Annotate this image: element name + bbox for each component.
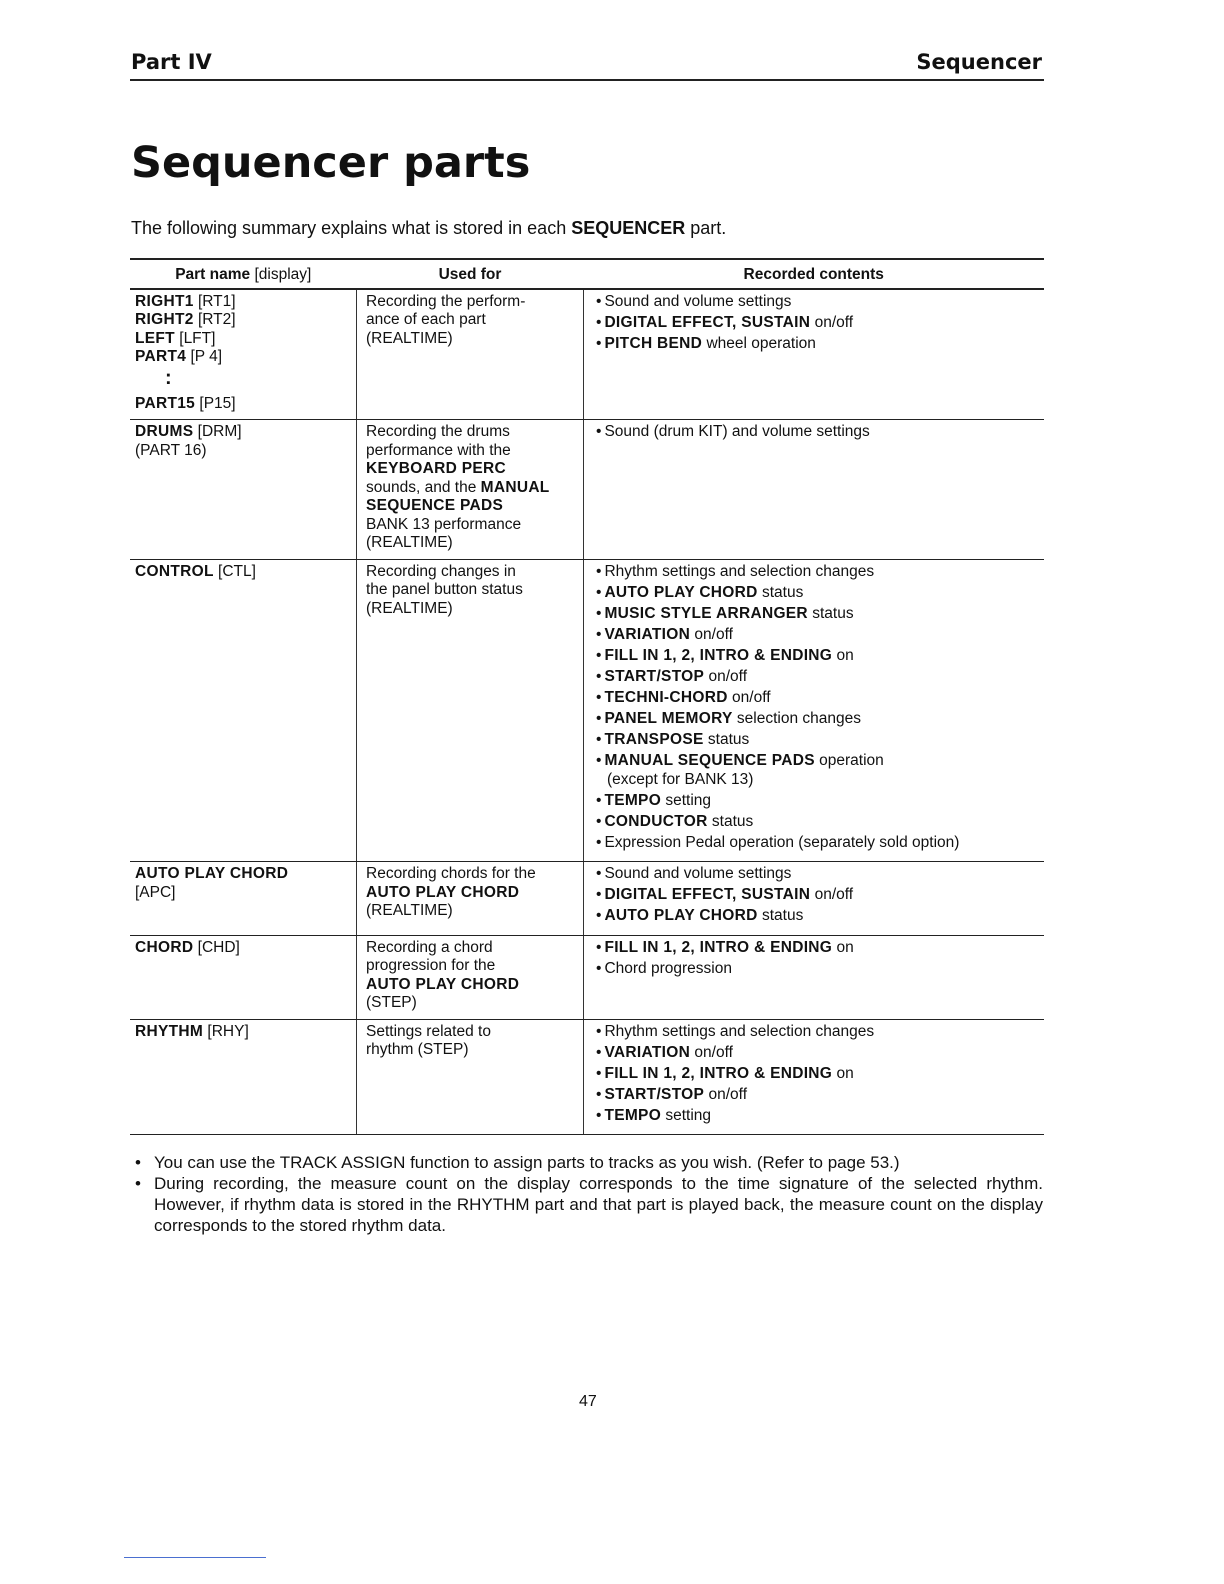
content-text: setting (661, 1106, 712, 1124)
part-name: RIGHT2 (135, 311, 194, 328)
part-display: [RT1] (193, 292, 236, 310)
bullet: • (596, 1043, 602, 1061)
content-item (596, 813, 1039, 832)
part-display: [RHY] (203, 1022, 249, 1040)
content-text: on/off (690, 1043, 733, 1061)
header-part-display: [display] (250, 266, 312, 283)
used-for-line: Recording changes in (366, 562, 516, 580)
part-display: [RT2] (193, 311, 236, 328)
part-name: AUTO PLAY CHORD (135, 865, 289, 883)
used-for-line: Settings related to (366, 1022, 491, 1040)
used-for-line: rhythm (STEP) (366, 1041, 469, 1058)
content-subline: (except for BANK 13) (607, 770, 754, 788)
footer-line (124, 1557, 266, 1558)
used-for-line: Recording chords for the (366, 865, 536, 883)
content-item (596, 731, 1039, 750)
bullet: • (596, 1085, 602, 1103)
content-text: on (832, 1064, 854, 1082)
content-item (596, 647, 1039, 666)
used-for-bold: MANUAL (480, 478, 550, 496)
table-row (130, 559, 1044, 862)
table-row (130, 862, 1044, 935)
content-text: Sound and volume settings (604, 292, 792, 310)
table-row (130, 935, 1044, 1019)
bullet: • (596, 907, 602, 925)
content-item (596, 668, 1039, 687)
used-for-line: Recording the perform- (366, 292, 526, 310)
content-item (596, 605, 1039, 624)
content-text: on/off (690, 625, 733, 643)
bullet: • (596, 1064, 602, 1082)
bullet: • (596, 562, 602, 580)
content-item (596, 1107, 1039, 1126)
part-display: [CTL] (213, 562, 256, 580)
part-name-cell (130, 559, 357, 862)
header-rule (130, 79, 1044, 81)
bullet: • (596, 938, 602, 956)
content-text: on (832, 938, 854, 956)
intro-bold: SEQUENCER (571, 218, 686, 238)
table-row (130, 1019, 1044, 1134)
page-number: 47 (579, 1393, 597, 1410)
header-used-for: Used for (357, 259, 584, 289)
bullet: • (596, 667, 602, 685)
bullet: • (596, 813, 602, 831)
part-display: [CHD] (193, 938, 240, 956)
content-bold: VARIATION (604, 625, 691, 643)
used-for-line: AUTO PLAY CHORD (366, 883, 520, 901)
used-for-line: ance of each part (366, 311, 486, 328)
recorded-contents-cell (584, 559, 1045, 862)
content-text: Sound and volume settings (604, 865, 792, 883)
part-name: RHYTHM (135, 1022, 204, 1040)
bullet: • (596, 604, 602, 622)
content-item (596, 626, 1039, 645)
used-for-line: (REALTIME) (366, 329, 453, 347)
recorded-contents-cell (584, 862, 1045, 935)
content-item (596, 834, 1039, 853)
content-bold: CONDUCTOR (604, 813, 708, 831)
content-text: on/off (810, 886, 854, 904)
content-bold: PITCH BEND (604, 334, 703, 352)
content-item (596, 423, 1039, 442)
content-bold: MUSIC STYLE ARRANGER (604, 604, 808, 622)
content-item (596, 886, 1039, 905)
used-for-line: Recording a chord (366, 938, 493, 956)
part-name-cell (130, 420, 357, 560)
content-item (596, 960, 1039, 979)
part-name: DRUMS (135, 423, 194, 440)
bullet: • (596, 959, 602, 977)
content-text: Chord progression (604, 959, 732, 977)
used-for-line: BANK 13 performance (366, 515, 522, 533)
bullet: • (596, 292, 602, 310)
bullet: • (596, 625, 602, 643)
content-bold: START/STOP (604, 667, 705, 685)
part-name: PART4 (135, 348, 187, 365)
header-part-label: Part IV (131, 50, 212, 74)
content-item (596, 939, 1039, 958)
content-item (596, 792, 1039, 811)
content-bold: FILL IN 1, 2, INTRO & ENDING (604, 646, 833, 664)
header-part-name-bold: Part name (175, 266, 251, 283)
bullet: • (596, 313, 602, 331)
content-text: on/off (704, 667, 747, 685)
part-name-cell (130, 862, 357, 935)
bullet: • (596, 886, 602, 904)
recorded-contents-cell (584, 1019, 1045, 1134)
note-item: • During recording, the measure count on the display corresponds to the time signature of the selected rhythm. However, if rhythm data is stored in the RHYTHM part and that part is played back, the measure count on the display corresponds to the stored rhythm data. (131, 1173, 1043, 1236)
content-item (596, 865, 1039, 884)
note-item: • You can use the TRACK ASSIGN function to assign parts to tracks as you wish. (Refer to page 53.) (131, 1152, 1043, 1173)
bullet: • (596, 646, 602, 664)
part-name: CHORD (135, 938, 194, 956)
content-text: on/off (727, 689, 771, 707)
content-text: operation (814, 752, 884, 770)
used-for-cell (357, 935, 584, 1019)
content-item (596, 293, 1039, 312)
bullet: • (596, 710, 602, 728)
part-display: [DRM] (193, 423, 242, 440)
content-text: Sound (drum KIT) and volume settings (604, 423, 870, 440)
header-part-name (130, 259, 357, 289)
sequencer-parts-table (130, 258, 1044, 1135)
bullet: • (596, 423, 602, 440)
bullet: • (596, 689, 602, 707)
part-name: LEFT (135, 329, 175, 347)
used-for-cell (357, 862, 584, 935)
content-text: setting (661, 791, 712, 809)
used-for-cell (357, 289, 584, 420)
used-for-cell (357, 420, 584, 560)
content-bold: FILL IN 1, 2, INTRO & ENDING (604, 1064, 833, 1082)
part-name-cell (130, 289, 357, 420)
part-name-line2: (PART 16) (135, 441, 207, 459)
page-title: Sequencer parts (131, 138, 531, 188)
intro-before: The following summary explains what is stored in each (131, 218, 572, 238)
bullet: • (596, 1022, 602, 1040)
content-bold: TEMPO (604, 791, 662, 809)
content-text: wheel operation (702, 334, 816, 352)
content-bold: DIGITAL EFFECT, SUSTAIN (604, 886, 811, 904)
used-for-line: (STEP) (366, 994, 417, 1011)
header-section-label: Sequencer (916, 50, 1042, 74)
used-for-line: (REALTIME) (366, 902, 453, 920)
part-name-cell (130, 1019, 357, 1134)
content-text: status (757, 583, 804, 601)
part-display: [P 4] (186, 348, 223, 365)
content-text: Rhythm settings and selection changes (604, 562, 875, 580)
content-text: status (703, 731, 750, 749)
used-for-line: performance with the (366, 441, 511, 459)
content-item (596, 314, 1039, 333)
used-for-line: Recording the drums (366, 423, 510, 440)
used-for-cell (357, 559, 584, 862)
content-text: selection changes (732, 710, 862, 728)
used-for-line: (REALTIME) (366, 599, 453, 617)
content-item (596, 689, 1039, 708)
recorded-contents-cell (584, 420, 1045, 560)
content-text: on (832, 646, 854, 664)
content-text: status (757, 907, 804, 925)
content-bold: PANEL MEMORY (604, 710, 733, 728)
content-text: on/off (810, 313, 854, 331)
used-for-line: the panel button status (366, 581, 523, 598)
content-bold: FILL IN 1, 2, INTRO & ENDING (604, 938, 833, 956)
content-text: on/off (704, 1085, 747, 1103)
content-text: Expression Pedal operation (separately sold option) (604, 834, 960, 852)
content-item (596, 1044, 1039, 1063)
used-for-line: KEYBOARD PERC (366, 460, 506, 477)
bullet: • (596, 791, 602, 809)
recorded-contents-cell (584, 935, 1045, 1019)
notes-list (131, 1152, 1043, 1236)
bullet: • (596, 752, 602, 770)
content-item (596, 1086, 1039, 1105)
content-item (596, 1065, 1039, 1084)
content-bold: TECHNI-CHORD (604, 689, 728, 707)
table-header-row (130, 259, 1044, 289)
content-bold: MANUAL SEQUENCE PADS (604, 752, 815, 770)
content-item (596, 335, 1039, 354)
bullet: • (596, 865, 602, 883)
vertical-ellipsis: : (165, 366, 172, 389)
used-for-pre: sounds, and the (366, 478, 481, 496)
content-text: status (707, 813, 754, 831)
used-for-line (366, 479, 578, 498)
bullet: • (596, 583, 602, 601)
content-item (596, 563, 1039, 582)
intro-after: part. (685, 218, 727, 238)
used-for-line: AUTO PLAY CHORD (366, 975, 520, 993)
part-name-line2: [APC] (135, 883, 176, 901)
content-bold: VARIATION (604, 1043, 691, 1061)
bullet: • (596, 731, 602, 749)
content-bold: TRANSPOSE (604, 731, 704, 749)
used-for-line: SEQUENCE PADS (366, 497, 504, 514)
used-for-line: (REALTIME) (366, 534, 453, 551)
content-item (596, 907, 1039, 926)
header-recorded-contents: Recorded contents (584, 259, 1045, 289)
content-item (596, 1023, 1039, 1042)
content-bold: DIGITAL EFFECT, SUSTAIN (604, 313, 811, 331)
content-bold: TEMPO (604, 1106, 662, 1124)
part-name: CONTROL (135, 562, 214, 580)
part-name: RIGHT1 (135, 292, 194, 310)
table-row (130, 289, 1044, 420)
table-row (130, 420, 1044, 560)
used-for-line: progression for the (366, 957, 496, 974)
intro-text (131, 218, 726, 239)
content-item (596, 752, 1039, 771)
part-display: [P15] (195, 394, 236, 412)
content-text: Rhythm settings and selection changes (604, 1022, 875, 1040)
part-name: PART15 (135, 394, 196, 412)
bullet: • (596, 1106, 602, 1124)
part-display: [LFT] (174, 329, 216, 347)
content-text: status (807, 604, 854, 622)
content-bold: START/STOP (604, 1085, 705, 1103)
recorded-contents-cell (584, 289, 1045, 420)
bullet: • (596, 834, 602, 852)
content-item (596, 584, 1039, 603)
content-bold: AUTO PLAY CHORD (604, 583, 758, 601)
part-name-cell (130, 935, 357, 1019)
content-item (596, 710, 1039, 729)
content-bold: AUTO PLAY CHORD (604, 907, 758, 925)
bullet: • (596, 334, 602, 352)
used-for-cell (357, 1019, 584, 1134)
